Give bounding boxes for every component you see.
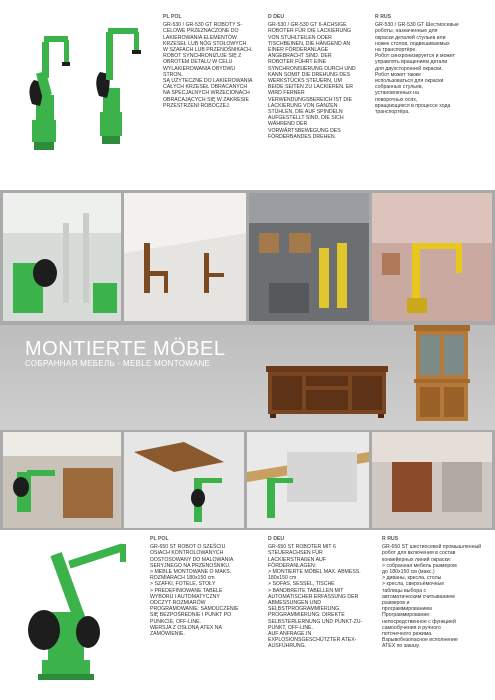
bottom-section [0, 530, 495, 700]
top-text-rus [375, 14, 485, 115]
paragraph: GR-530 / GR-530 GT ROBOTY S- CELOWE PRZEZNACZONE DO LAKIEROWANIA ELEMENTÓW KRZESEŁ LUB NÓG STOŁOWYCH W SZAFACH LUB PRZENOŚNIKACH. ROBOT SYNCHRONIZUJE SIĘ Z OBROTEM DETALU W CELU WYLAKIEROWANIA OBYDWU STRON. SĄ UŻYTECZNE DO LAKIEROWANIA CAŁYCH KRZESEŁ OBRACANYCH NA SPECJALNYCH WRZECIONACH OBRACAJĄCYCH SIĘ W ZAKRESIE PRZESTRZENI ROBOCZEJ. [163, 22, 253, 109]
gr650-robot-image [8, 542, 134, 692]
language-tag: PL POL [163, 14, 182, 20]
language-tag: D DEU [268, 536, 285, 542]
section-subtitle: СОБРАННАЯ МЕБЕЛЬ · MEBLE MONTOWANE [25, 359, 211, 368]
bottom-text-pol [150, 536, 260, 637]
yellow-robot-photo [372, 193, 492, 321]
photo-strip-bottom [0, 430, 495, 530]
gr530-robots-image [4, 10, 152, 185]
cabinet-image [414, 325, 470, 425]
paragraph: GR-530 / GR-530 GT Шестиосевые роботы, назначенные для окраски деталей стульев или ножек столов, подвешиваемых на транспортёре. Робот синхронизируется и может управлять вращением детали для двухсторонней окраски. Робот может также использоваться для окраски собранных стульев, установленных на поворотных осях, вращающихся в процессе хода транспортёра. [375, 22, 459, 116]
bottom-text-deu [268, 536, 373, 650]
photo-strip-top [0, 190, 495, 325]
section-title: MONTIERTE MÖBEL [25, 338, 226, 360]
render-photo-2 [247, 432, 369, 528]
top-section [0, 0, 495, 190]
paragraph: GR-530 / GR-530 GT 6-ACHSIGE ROBOTER FÜR DIE LACKIERUNG VON STUHLTEILEN ODER TISCHBEINEN, DIE HÄNGEND AN EINER FÖRDERANLAGE ANGEBRACHT SIND. DER ROBOTER FÜHRT EINE SYNCHRONISIERUNG DURCH UND KANN SOMIT DIE DREHUNG DES WERKSTÜCKS STEUERN, UM BEIDE SEITEN ZU LACKIEREN. ER WIRD FERNER VERWENDUNGSBEREICH IST DIE LACKIERUNG VON GANZEN STÜHLEN, DIE AUF SPINDELN AUFGESTELLT SIND, DIE SICH WÄHREND DER VORWÄRTSBEWEGUNG DES FÖRDERBANDES DREHEN. [268, 22, 356, 140]
paragraph: GR-650 ST ROBOTER MIT 6 STEUERACHSEN FÜR LACKIERSTRAßEN AUF FÖRDERANLAGEN: > MONTIERTE MÖBEL MAX. ABMESS. 180x150 cm > SOFAS, SESSEL, TISCHE > BANDBREITE TABELLEN MIT AUTOMATISCHER ERFASSUNG DER ABMESSUNGEN UND SELBSTPROGRAMMIERUNG. PROGRAMMIERUNG: DIREKTE SELBSTERLERNUNG UND PUNKT-ZU- PUNKT, OFF-LINE. AUF ANFRAGE IN EXPLOSIONSGESCHÜTZTER ATEX- AUSFÜHRUNG. [268, 544, 363, 650]
booth-photo [372, 432, 492, 528]
factory-photo-1 [3, 193, 121, 321]
paragraph: GR-650 ST шестиосевой промышленный робот для включения в состав конвейерных линий окраски: > собранная мебель размером до 180x150 см (макс.) > диваны, кресла, столы > кресла, сверхъёмочные таблицы выбора с автоматическим считыванием размеров и программированием Программирование: непосредственное с функцией самообучения и ручного поточечного режима. Взрывобезопасное исполнение ATEX по заказу. [382, 544, 482, 650]
workshop-photo [3, 432, 121, 528]
chair-photo [124, 193, 246, 321]
language-tag: D DEU [268, 14, 285, 20]
top-text-pol [163, 14, 259, 109]
spray-booth-photo [249, 193, 369, 321]
language-tag: PL POL [150, 536, 169, 542]
top-text-deu [268, 14, 368, 140]
bottom-text-rus [382, 536, 490, 650]
render-photo-1 [124, 432, 244, 528]
language-tag: R RUS [375, 14, 392, 20]
montierte-moebel-banner [0, 325, 495, 430]
language-tag: R RUS [382, 536, 399, 542]
paragraph: GR-650 ST ROBOT O SZEŚCIU OSIACH KONTROLOWANYCH DOSTOSOWANY DO MALOWANIA SERYJNEGO NA PRZENOŚNIKU. > MEBLE MONTOWANE O MAKS. ROZMIARACH 180x150 cm > SZAFKI, FOTELE, STOŁY > PREDEFINIOWANE TABELE WYBORU I AUTOMATYCZNY ODCZYT ROZMIARÓW PROGRAMOWANIE: SAMOUCZENIE SIĘ BEZPOŚREDNIE I PUNKT PO PUNKCIE, OFF-LINE. WERSJA Z OSŁONĄ ATEX NA ZAMÓWIENIE. [150, 544, 239, 638]
sideboard-image [266, 366, 388, 418]
